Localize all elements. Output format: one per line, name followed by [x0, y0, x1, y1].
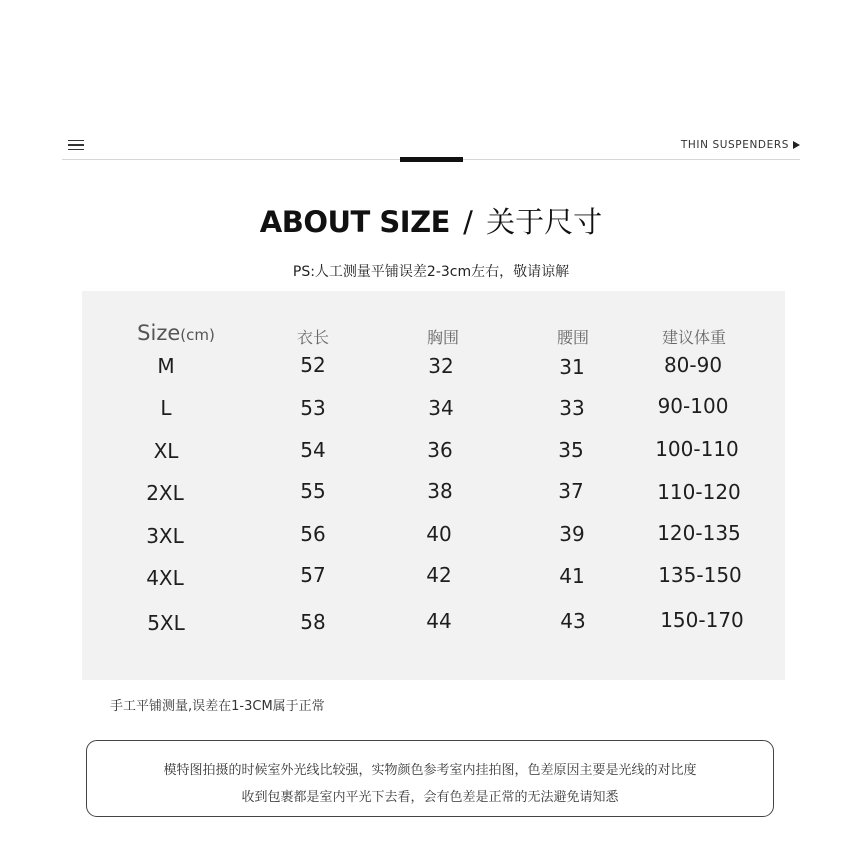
play-icon: [793, 141, 800, 149]
table-cell-length: 58: [300, 610, 326, 634]
table-cell-chest: 40: [426, 522, 452, 546]
color-disclaimer-box: [86, 740, 774, 817]
table-cell-waist: 41: [559, 564, 585, 588]
table-cell-length: 57: [300, 563, 326, 587]
table-cell-weight: 110-120: [657, 480, 741, 504]
size-header-label: Size: [137, 321, 181, 345]
table-cell-chest: 38: [427, 479, 453, 503]
table-cell-chest: 34: [428, 396, 454, 420]
table-cell-size: XL: [153, 439, 179, 463]
waist-column-header: 腰围: [556, 328, 590, 347]
table-cell-weight: 80-90: [663, 353, 723, 377]
measurement-footnote: 手工平铺测量,误差在1-3CM属于正常: [110, 699, 325, 714]
table-cell-weight: 90-100: [657, 394, 729, 418]
length-column-header: 衣长: [296, 328, 330, 347]
table-cell-waist: 31: [559, 355, 585, 379]
header-link[interactable]: [681, 139, 800, 151]
header-label: THIN SUSPENDERS: [680, 139, 789, 151]
table-cell-size: L: [160, 396, 172, 420]
weight-column-header: 建议体重: [661, 328, 727, 347]
title-separator: /: [463, 205, 473, 239]
size-column-header: [137, 321, 215, 345]
size-table: [82, 291, 785, 680]
table-cell-waist: 37: [558, 479, 584, 503]
table-cell-weight: 120-135: [657, 521, 741, 545]
table-cell-chest: 42: [426, 563, 452, 587]
title-english: ABOUT SIZE: [259, 205, 450, 239]
chest-column-header: 胸围: [426, 328, 460, 347]
table-cell-chest: 44: [426, 609, 452, 633]
table-cell-weight: 100-110: [655, 437, 739, 461]
table-cell-size: 3XL: [146, 524, 184, 548]
table-cell-waist: 39: [559, 522, 585, 546]
menu-icon[interactable]: [68, 140, 84, 150]
page-title: [0, 200, 862, 241]
active-tab-indicator: [400, 157, 463, 162]
size-header-unit: (cm): [180, 326, 215, 344]
table-cell-size: 5XL: [147, 611, 185, 635]
table-cell-size: 2XL: [146, 481, 184, 505]
measurement-note: PS:人工测量平铺误差2-3cm左右，敬请谅解: [292, 264, 570, 280]
table-cell-length: 54: [300, 438, 326, 462]
disclaimer-line-2: 收到包裹都是室内平光下去看，会有色差是正常的无法避免请知悉: [241, 790, 619, 805]
table-cell-chest: 36: [427, 438, 453, 462]
table-cell-length: 56: [300, 522, 326, 546]
table-cell-waist: 33: [559, 396, 585, 420]
table-cell-weight: 135-150: [658, 563, 742, 587]
table-cell-length: 55: [300, 479, 326, 503]
table-cell-waist: 43: [560, 609, 586, 633]
title-chinese: 关于尺寸: [486, 205, 603, 239]
disclaimer-line-1: 模特图拍摄的时候室外光线比较强，实物颜色参考室内挂拍图，色差原因主要是光线的对比度: [163, 763, 697, 778]
table-cell-size: 4XL: [146, 566, 184, 590]
table-cell-length: 53: [300, 396, 326, 420]
table-cell-waist: 35: [558, 438, 584, 462]
table-cell-length: 52: [300, 353, 326, 377]
table-cell-chest: 32: [428, 354, 454, 378]
table-cell-weight: 150-170: [660, 608, 744, 632]
table-cell-size: M: [157, 354, 175, 378]
